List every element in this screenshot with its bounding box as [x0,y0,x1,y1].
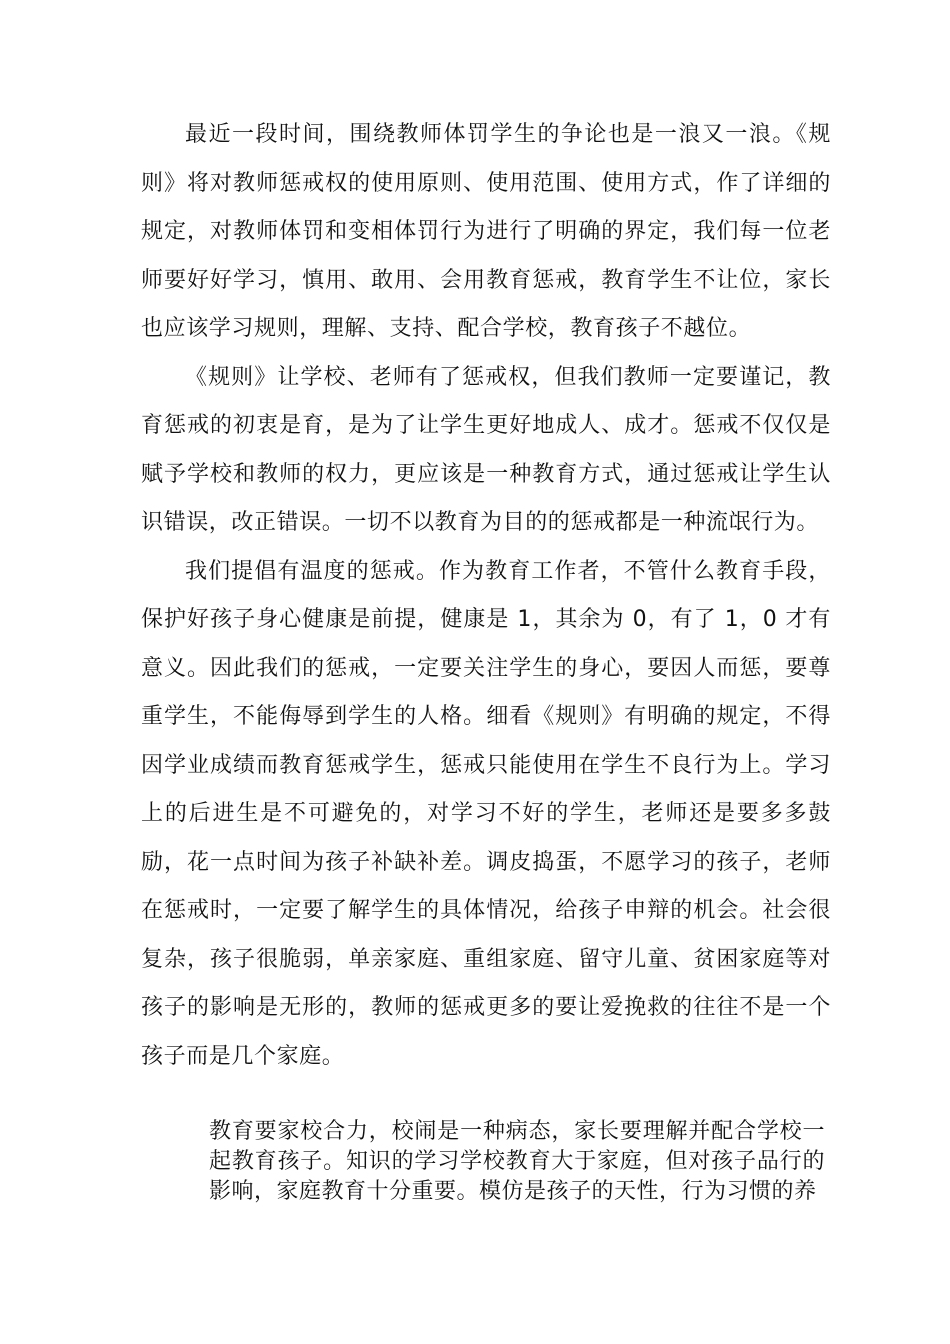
paragraph-1: 最近一段时间，围绕教师体罚学生的争论也是一浪又一浪。《规则》将对教师惩戒权的使用原则、使用范围、使用方式，作了详细的规定，对教师体罚和变相体罚行为进行了明确的界定，我们每一位老师要好好学习，慎用、敢用、会用教育惩戒，教育学生不让位，家长也应该学习规则，理解、支持、配合学校，教育孩子不越位。 [141,122,831,341]
paragraph-4: 教育要家校合力，校闹是一种病态，家长要理解并配合学校一起教育孩子。知识的学习学校教育大于家庭，但对孩子品行的影响，家庭教育十分重要。模仿是孩子的天性，行为习惯的养 [209,1119,825,1204]
paragraph-3: 我们提倡有温度的惩戒。作为教育工作者，不管什么教育手段，保护好孩子身心健康是前提，健康是 1，其余为 0，有了 1，0 才有意义。因此我们的惩戒，一定要关注学生的身心，要因人而惩，要尊重学生，不能侮辱到学生的人格。细看《规则》有明确的规定，不得因学业成绩而教育惩戒学生，惩戒只能使用在学生不良行为上。学习上的后进生是不可避免的，对学习不好的学生，老师还是要多多鼓励，花一点时间为孩子补缺补差。调皮捣蛋，不愿学习的孩子，老师在惩戒时，一定要了解学生的具体情况，给孩子申辩的机会。社会很复杂，孩子很脆弱，单亲家庭、重组家庭、留守儿童、贫困家庭等对孩子的影响是无形的，教师的惩戒更多的要让爱挽救的往往不是一个孩子而是几个家庭。 [141,558,831,1069]
paragraph-2: 《规则》让学校、老师有了惩戒权，但我们教师一定要谨记，教育惩戒的初衷是育，是为了让学生更好地成人、成才。惩戒不仅仅是赋予学校和教师的权力，更应该是一种教育方式，通过惩戒让学生认识错误，改正错误。一切不以教育为目的的惩戒都是一种流氓行为。 [141,364,831,535]
document-tail [209,1117,825,1207]
document-body [141,111,831,1081]
